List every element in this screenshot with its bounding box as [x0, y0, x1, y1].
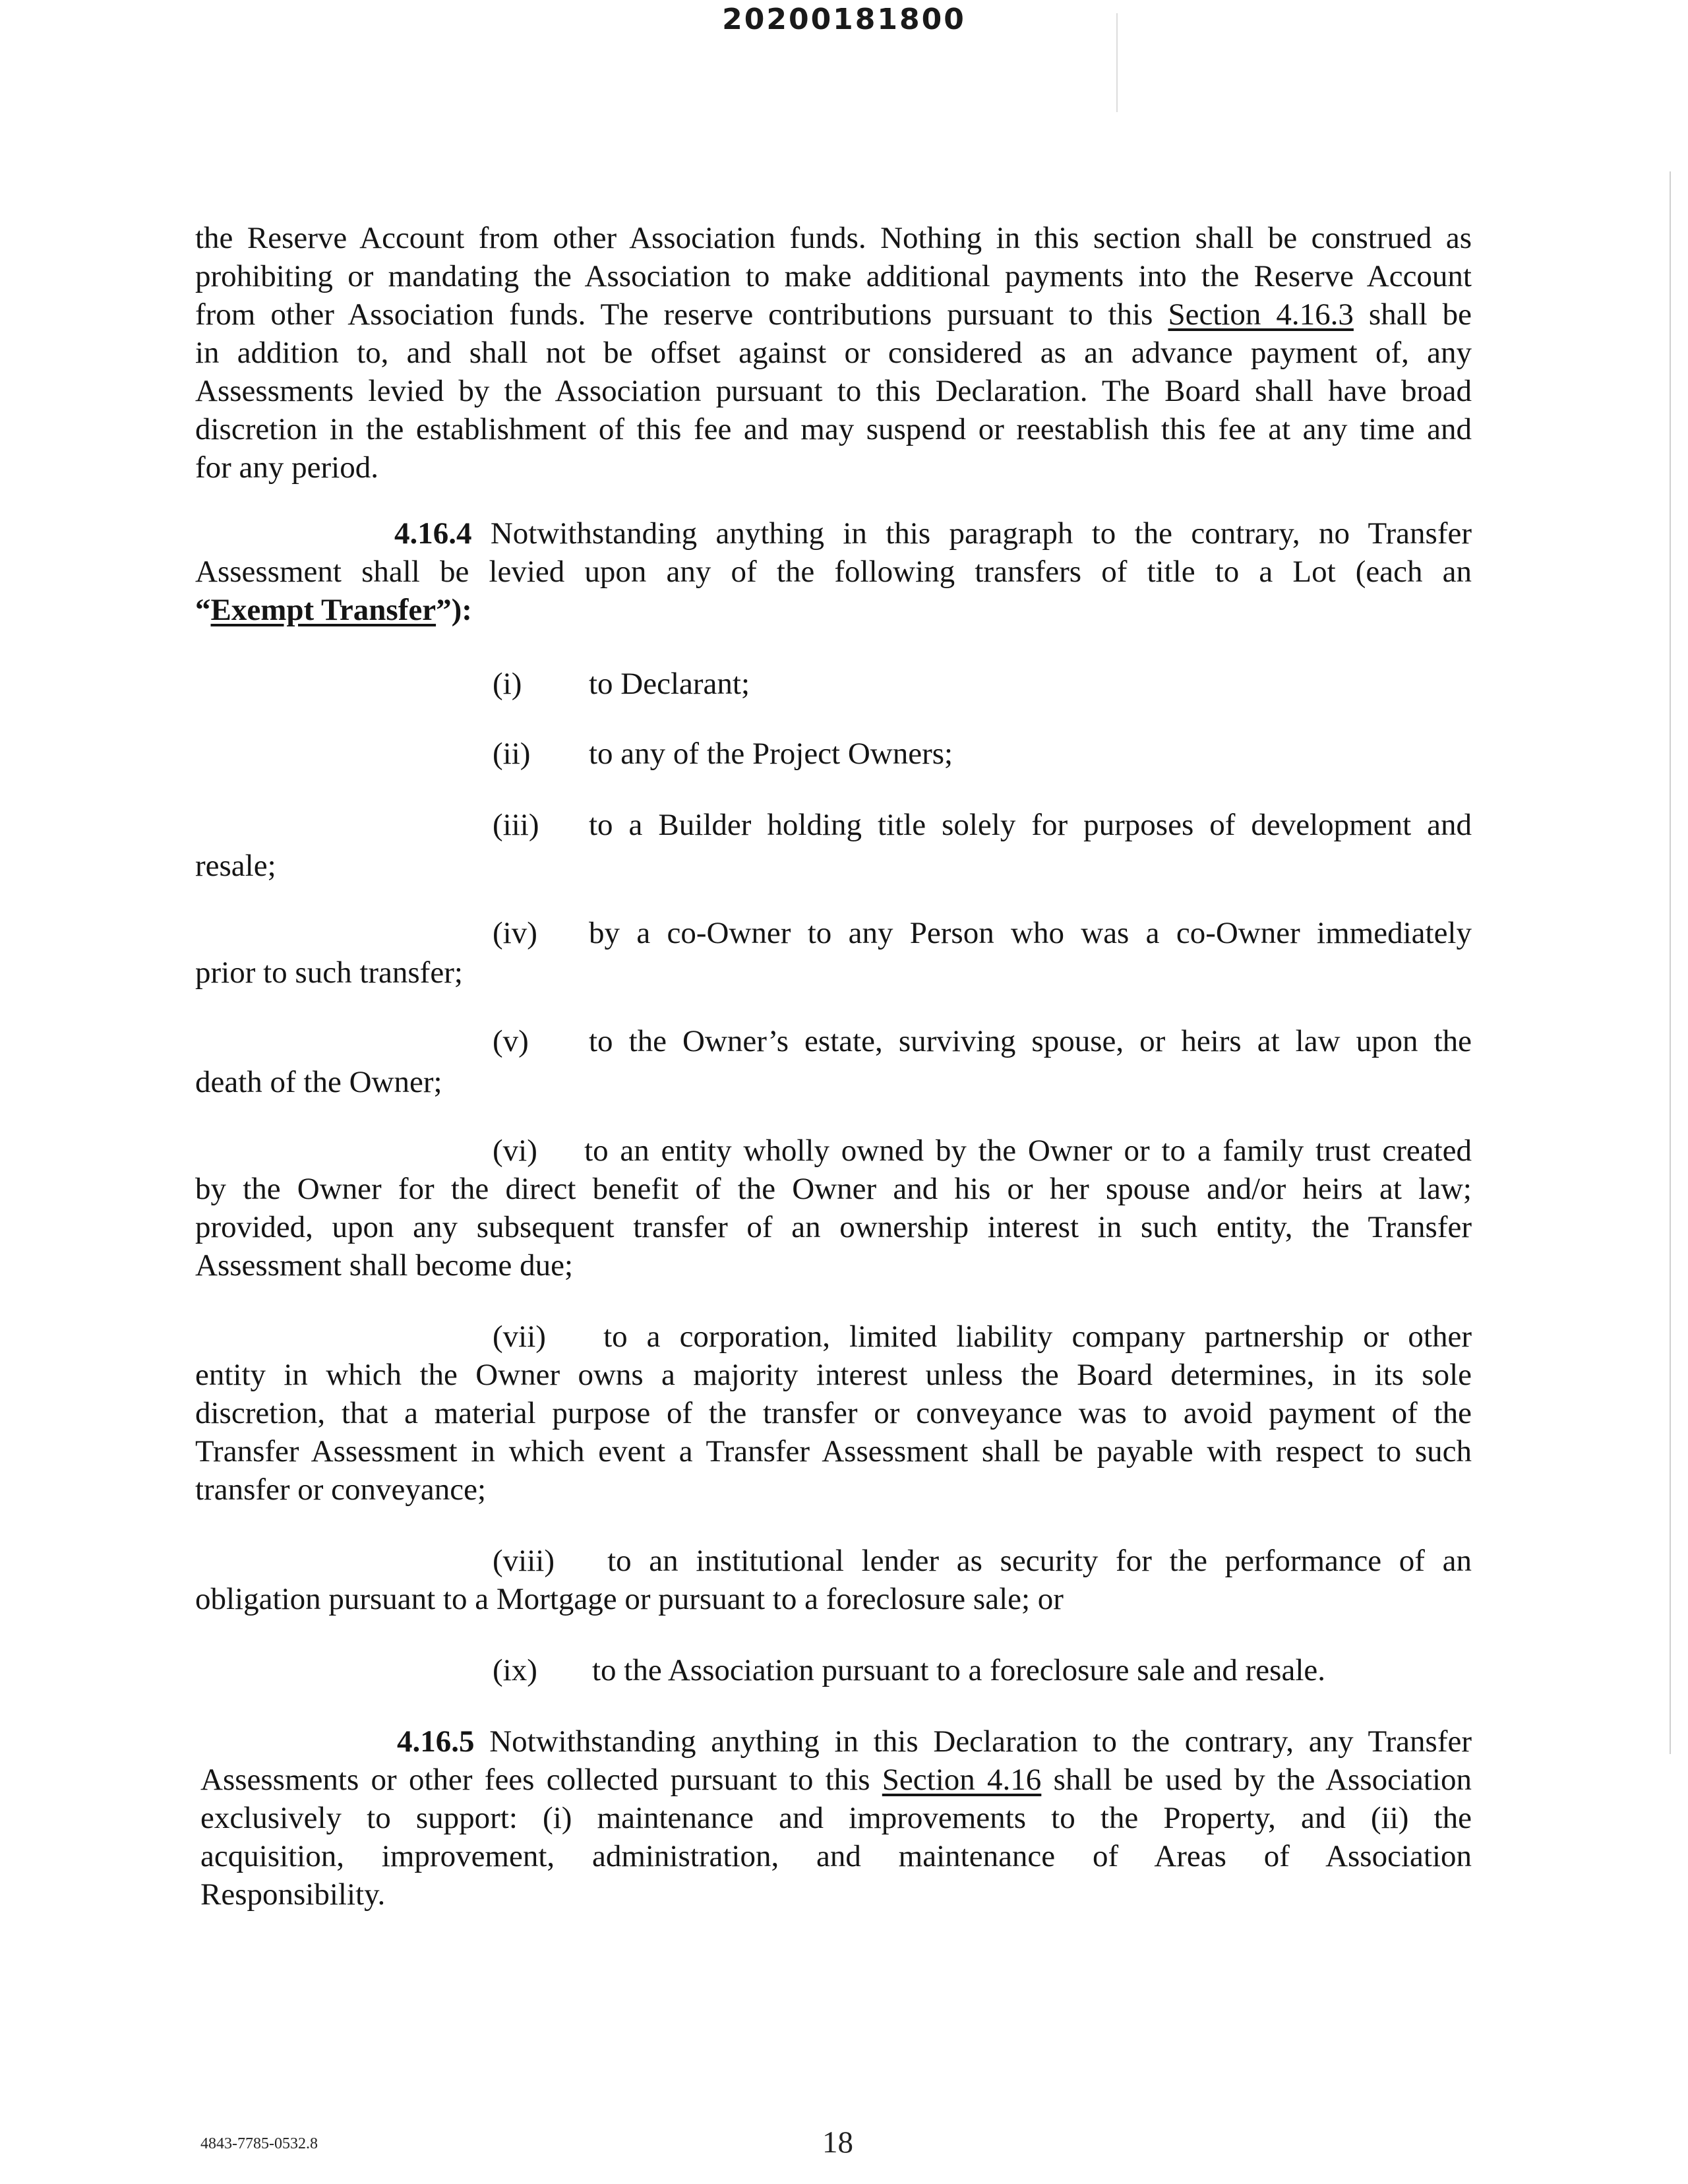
- item-text: to an institutional lender as security for the performance of an: [607, 1544, 1472, 1578]
- scan-artifact: [1116, 13, 1118, 112]
- text-line: for any period.: [195, 450, 378, 485]
- defined-term: Exempt Transfer: [210, 593, 437, 627]
- item-continuation: death of the Owner;: [195, 1065, 442, 1099]
- text-line: transfer or conveyance;: [195, 1472, 487, 1507]
- text-line: entity in which the Owner owns a majority interest unless the Board determines, in its sole: [195, 1358, 1472, 1392]
- text-line: the Reserve Account from other Association funds. Nothing in this section shall be construed as: [195, 221, 1472, 255]
- item-number: (ix): [493, 1653, 537, 1687]
- text-line: [195, 1542, 1472, 1580]
- text-segment: Notwithstanding anything in this paragraph to the contrary, no Transfer: [471, 516, 1472, 551]
- item-text: to the Owner’s estate, surviving spouse, or heirs at law upon the: [589, 1024, 1472, 1058]
- text-segment: shall be: [1353, 297, 1472, 332]
- item-text: to any of the Project Owners;: [589, 737, 953, 771]
- list-item: [195, 1542, 1472, 1618]
- text-line: Responsibility.: [200, 1877, 386, 1912]
- list-item: [195, 1318, 1472, 1509]
- text-segment: Assessments or other fees collected pursuant to this: [200, 1763, 882, 1797]
- text-line: Assessments levied by the Association pursuant to this Declaration. The Board shall have broad: [195, 374, 1472, 408]
- item-continuation: resale;: [195, 849, 276, 883]
- text-line: [200, 1761, 1472, 1799]
- item-text: to a corporation, limited liability company partnership or other: [603, 1320, 1472, 1354]
- section-4-16-5-paragraph: [200, 1722, 1472, 1914]
- text-line: Assessment shall be levied upon any of the following transfers of title to a Lot (each an: [195, 555, 1472, 589]
- text-line: obligation pursuant to a Mortgage or pursuant to a foreclosure sale; or: [195, 1582, 1064, 1616]
- section-number: 4.16.4: [394, 516, 472, 551]
- text-line: [195, 295, 1472, 334]
- text-line: discretion in the establishment of this fee and may suspend or reestablish this fee at any time and: [195, 412, 1472, 446]
- text-line: in addition to, and shall not be offset against or considered as an advance payment of, any: [195, 336, 1472, 370]
- document-id: 4843-7785-0532.8: [200, 2135, 318, 2152]
- item-text: to the Association pursuant to a foreclosure sale and resale.: [592, 1653, 1325, 1687]
- item-number: (iv): [493, 916, 537, 950]
- text-segment: Notwithstanding anything in this Declaration to the contrary, any Transfer: [474, 1724, 1472, 1759]
- item-number: (ii): [493, 737, 531, 771]
- text-line: Transfer Assessment in which event a Transfer Assessment shall be payable with respect to such: [195, 1434, 1472, 1469]
- text-line: Assessment shall become due;: [195, 1248, 574, 1283]
- text-line: [195, 514, 1472, 553]
- text-line: provided, upon any subsequent transfer of an ownership interest in such entity, the Transfer: [195, 1210, 1472, 1244]
- item-number: (vii): [493, 1320, 546, 1354]
- item-text: to a Builder holding title solely for purposes of development and: [589, 808, 1472, 842]
- item-number: (vi): [493, 1134, 537, 1168]
- item-number: (iii): [493, 808, 539, 842]
- item-number: (i): [493, 667, 522, 701]
- item-text: by a co-Owner to any Person who was a co-Owner immediately: [589, 916, 1472, 950]
- text-line: [200, 1722, 1472, 1761]
- list-item: [0, 806, 1688, 885]
- section-4-16-4-paragraph: [195, 514, 1472, 629]
- item-text: to an entity wholly owned by the Owner or to a family trust created: [584, 1134, 1472, 1168]
- text-line: [195, 591, 1472, 629]
- text-line: by the Owner for the direct benefit of the Owner and his or her spouse and/or heirs at law;: [195, 1172, 1472, 1206]
- reserve-account-paragraph: [195, 219, 1472, 487]
- item-number: (viii): [493, 1544, 555, 1578]
- text-line: [195, 1132, 1472, 1170]
- text-line: exclusively to support: (i) maintenance and improvements to the Property, and (ii) the: [200, 1801, 1472, 1835]
- list-item: [0, 1022, 1688, 1101]
- section-number: 4.16.5: [397, 1724, 475, 1759]
- item-number: (v): [493, 1024, 529, 1058]
- list-item: [195, 1132, 1472, 1285]
- open-quote: “: [195, 593, 211, 627]
- text-segment: shall be used by the Association: [1041, 1763, 1472, 1797]
- text-line: acquisition, improvement, administration, and maintenance of Areas of Association: [200, 1839, 1472, 1873]
- item-continuation: prior to such transfer;: [195, 956, 463, 990]
- recording-number: 20200181800: [722, 3, 966, 36]
- item-text: to Declarant;: [589, 667, 750, 701]
- text-segment: from other Association funds. The reserve contributions pursuant to this: [195, 297, 1168, 332]
- list-item: [0, 914, 1688, 993]
- section-reference: Section 4.16: [882, 1763, 1042, 1797]
- text-line: [195, 1318, 1472, 1356]
- text-line: prohibiting or mandating the Association to make additional payments into the Reserve Account: [195, 259, 1472, 293]
- close-quote: ”):: [436, 593, 472, 627]
- text-line: discretion, that a material purpose of the transfer or conveyance was to avoid payment of the: [195, 1396, 1472, 1430]
- section-reference: Section 4.16.3: [1168, 297, 1354, 332]
- page-number: 18: [822, 2125, 853, 2160]
